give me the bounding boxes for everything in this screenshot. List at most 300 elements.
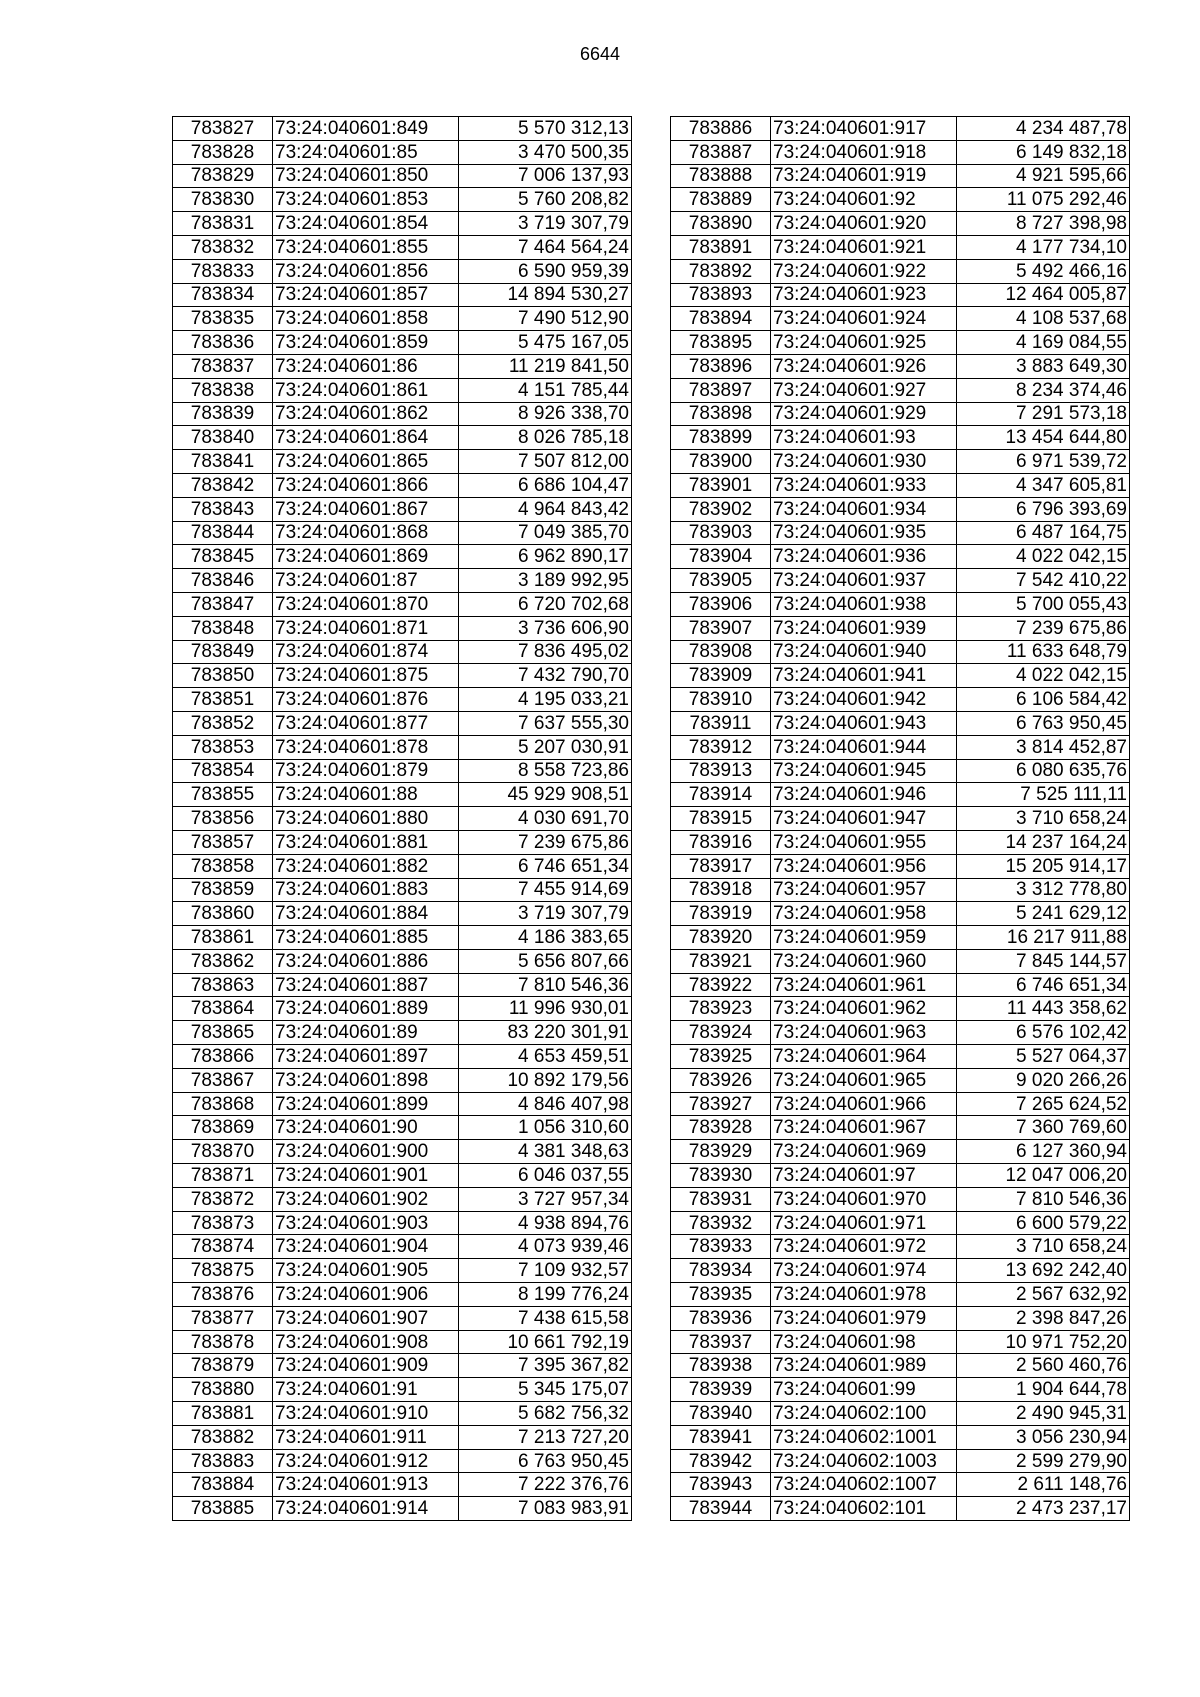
table-row [671,259,1130,283]
cadastral-number-cell: 73:24:040602:1007 [771,1473,957,1497]
cadastral-number-cell: 73:24:040601:882 [273,854,459,878]
cadastral-number-cell: 73:24:040601:940 [771,640,957,664]
table-row [173,1425,632,1449]
cadastral-number-cell: 73:24:040601:870 [273,592,459,616]
value-cell: 5 207 030,91 [459,735,632,759]
cadastral-number-cell: 73:24:040601:925 [771,331,957,355]
table-row [173,473,632,497]
record-number-cell: 783920 [671,926,771,950]
value-cell: 2 567 632,92 [957,1283,1130,1307]
record-number-cell: 783892 [671,259,771,283]
record-number-cell: 783897 [671,378,771,402]
cadastral-number-cell: 73:24:040601:856 [273,259,459,283]
cadastral-number-cell: 73:24:040601:877 [273,711,459,735]
table-row [173,1449,632,1473]
value-cell: 11 633 648,79 [957,640,1130,664]
record-number-cell: 783839 [173,402,273,426]
table-row [671,1473,1130,1497]
table-row [173,830,632,854]
table-row [671,783,1130,807]
value-cell: 13 454 644,80 [957,426,1130,450]
value-cell: 7 239 675,86 [459,830,632,854]
record-number-cell: 783853 [173,735,273,759]
cadastral-number-cell: 73:24:040601:957 [771,878,957,902]
cadastral-number-cell: 73:24:040601:865 [273,450,459,474]
value-cell: 11 443 358,62 [957,997,1130,1021]
cadastral-number-cell: 73:24:040601:939 [771,616,957,640]
value-cell: 7 438 615,58 [459,1306,632,1330]
table-row [671,307,1130,331]
record-number-cell: 783927 [671,1092,771,1116]
value-cell: 7 049 385,70 [459,521,632,545]
table-row [173,1164,632,1188]
record-number-cell: 783828 [173,140,273,164]
value-cell: 7 637 555,30 [459,711,632,735]
cadastral-number-cell: 73:24:040601:956 [771,854,957,878]
table-row [173,735,632,759]
table-row [671,1116,1130,1140]
value-cell: 7 455 914,69 [459,878,632,902]
value-cell: 7 109 932,57 [459,1259,632,1283]
table-row [173,1354,632,1378]
value-cell: 1 056 310,60 [459,1116,632,1140]
record-number-cell: 783884 [173,1473,273,1497]
cadastral-number-cell: 73:24:040601:878 [273,735,459,759]
value-cell: 6 746 651,34 [459,854,632,878]
value-cell: 3 719 307,79 [459,902,632,926]
record-number-cell: 783856 [173,807,273,831]
table-row [173,426,632,450]
value-cell: 4 073 939,46 [459,1235,632,1259]
cadastral-number-cell: 73:24:040601:880 [273,807,459,831]
value-cell: 5 241 629,12 [957,902,1130,926]
value-cell: 3 883 649,30 [957,354,1130,378]
table-row [173,1497,632,1521]
value-cell: 7 542 410,22 [957,569,1130,593]
cadastral-number-cell: 73:24:040601:967 [771,1116,957,1140]
table-row [173,1116,632,1140]
record-number-cell: 783862 [173,949,273,973]
cadastral-number-cell: 73:24:040601:922 [771,259,957,283]
table-row [671,1449,1130,1473]
value-cell: 8 558 723,86 [459,759,632,783]
table-row [173,569,632,593]
table-row [671,212,1130,236]
table-row [671,378,1130,402]
value-cell: 11 075 292,46 [957,188,1130,212]
cadastral-number-cell: 73:24:040601:959 [771,926,957,950]
value-cell: 6 149 832,18 [957,140,1130,164]
value-cell: 8 234 374,46 [957,378,1130,402]
record-number-cell: 783936 [671,1306,771,1330]
cadastral-number-cell: 73:24:040601:921 [771,235,957,259]
value-cell: 7 836 495,02 [459,640,632,664]
value-cell: 2 611 148,76 [957,1473,1130,1497]
table-row [671,1235,1130,1259]
value-cell: 7 490 512,90 [459,307,632,331]
value-cell: 7 213 727,20 [459,1425,632,1449]
record-number-cell: 783830 [173,188,273,212]
table-row [671,902,1130,926]
record-number-cell: 783873 [173,1211,273,1235]
record-number-cell: 783935 [671,1283,771,1307]
record-number-cell: 783906 [671,592,771,616]
cadastral-number-cell: 73:24:040601:960 [771,949,957,973]
table-row [671,1187,1130,1211]
cadastral-number-cell: 73:24:040601:98 [771,1330,957,1354]
value-cell: 2 490 945,31 [957,1402,1130,1426]
record-number-cell: 783942 [671,1449,771,1473]
value-cell: 4 234 487,78 [957,117,1130,141]
record-number-cell: 783917 [671,854,771,878]
value-cell: 4 030 691,70 [459,807,632,831]
table-row [671,497,1130,521]
value-cell: 16 217 911,88 [957,926,1130,950]
table-row [671,283,1130,307]
cadastral-number-cell: 73:24:040601:966 [771,1092,957,1116]
cadastral-number-cell: 73:24:040601:920 [771,212,957,236]
record-number-cell: 783865 [173,1021,273,1045]
record-number-cell: 783843 [173,497,273,521]
right-table [670,116,1130,1521]
cadastral-number-cell: 73:24:040601:887 [273,973,459,997]
cadastral-number-cell: 73:24:040601:917 [771,117,957,141]
value-cell: 2 473 237,17 [957,1497,1130,1521]
value-cell: 15 205 914,17 [957,854,1130,878]
cadastral-number-cell: 73:24:040601:869 [273,545,459,569]
cadastral-number-cell: 73:24:040601:904 [273,1235,459,1259]
cadastral-number-cell: 73:24:040601:972 [771,1235,957,1259]
table-row [173,354,632,378]
value-cell: 5 570 312,13 [459,117,632,141]
table-row [173,521,632,545]
record-number-cell: 783910 [671,688,771,712]
value-cell: 11 996 930,01 [459,997,632,1021]
cadastral-number-cell: 73:24:040601:862 [273,402,459,426]
record-number-cell: 783891 [671,235,771,259]
table-row [671,426,1130,450]
value-cell: 6 971 539,72 [957,450,1130,474]
record-number-cell: 783838 [173,378,273,402]
cadastral-number-cell: 73:24:040601:974 [771,1259,957,1283]
value-cell: 3 814 452,87 [957,735,1130,759]
table-row [173,188,632,212]
cadastral-number-cell: 73:24:040601:864 [273,426,459,450]
record-number-cell: 783902 [671,497,771,521]
record-number-cell: 783859 [173,878,273,902]
cadastral-number-cell: 73:24:040601:961 [771,973,957,997]
cadastral-number-cell: 73:24:040601:913 [273,1473,459,1497]
table-row [173,1283,632,1307]
value-cell: 4 347 605,81 [957,473,1130,497]
value-cell: 6 590 959,39 [459,259,632,283]
cadastral-number-cell: 73:24:040601:911 [273,1425,459,1449]
table-row [173,402,632,426]
record-number-cell: 783867 [173,1068,273,1092]
record-number-cell: 783923 [671,997,771,1021]
value-cell: 5 527 064,37 [957,1045,1130,1069]
table-row [173,592,632,616]
value-cell: 6 127 360,94 [957,1140,1130,1164]
table-row [173,283,632,307]
value-cell: 6 720 702,68 [459,592,632,616]
cadastral-number-cell: 73:24:040601:871 [273,616,459,640]
record-number-cell: 783918 [671,878,771,902]
cadastral-number-cell: 73:24:040601:902 [273,1187,459,1211]
record-number-cell: 783860 [173,902,273,926]
cadastral-number-cell: 73:24:040601:849 [273,117,459,141]
cadastral-number-cell: 73:24:040601:947 [771,807,957,831]
cadastral-number-cell: 73:24:040601:883 [273,878,459,902]
cadastral-number-cell: 73:24:040601:941 [771,664,957,688]
cadastral-number-cell: 73:24:040601:889 [273,997,459,1021]
table-row [173,759,632,783]
table-row [173,1068,632,1092]
cadastral-number-cell: 73:24:040601:886 [273,949,459,973]
table-row [173,1259,632,1283]
value-cell: 3 710 658,24 [957,807,1130,831]
record-number-cell: 783930 [671,1164,771,1188]
value-cell: 3 312 778,80 [957,878,1130,902]
value-cell: 7 395 367,82 [459,1354,632,1378]
cadastral-number-cell: 73:24:040601:899 [273,1092,459,1116]
record-number-cell: 783842 [173,473,273,497]
cadastral-number-cell: 73:24:040602:1001 [771,1425,957,1449]
cadastral-number-cell: 73:24:040601:850 [273,164,459,188]
record-number-cell: 783907 [671,616,771,640]
value-cell: 5 475 167,05 [459,331,632,355]
table-row [173,164,632,188]
record-number-cell: 783847 [173,592,273,616]
record-number-cell: 783939 [671,1378,771,1402]
table-row [173,1378,632,1402]
cadastral-number-cell: 73:24:040601:962 [771,997,957,1021]
table-row [671,1164,1130,1188]
value-cell: 2 599 279,90 [957,1449,1130,1473]
table-row [173,378,632,402]
table-row [671,164,1130,188]
value-cell: 10 892 179,56 [459,1068,632,1092]
table-row [173,1021,632,1045]
value-cell: 9 020 266,26 [957,1068,1130,1092]
record-number-cell: 783937 [671,1330,771,1354]
value-cell: 4 921 595,66 [957,164,1130,188]
value-cell: 6 046 037,55 [459,1164,632,1188]
table-row [671,973,1130,997]
cadastral-number-cell: 73:24:040601:937 [771,569,957,593]
record-number-cell: 783881 [173,1402,273,1426]
table-row [671,331,1130,355]
record-number-cell: 783858 [173,854,273,878]
table-row [671,926,1130,950]
record-number-cell: 783895 [671,331,771,355]
table-row [173,1402,632,1426]
record-number-cell: 783943 [671,1473,771,1497]
cadastral-number-cell: 73:24:040601:943 [771,711,957,735]
value-cell: 4 186 383,65 [459,926,632,950]
value-cell: 4 195 033,21 [459,688,632,712]
table-row [671,1068,1130,1092]
value-cell: 13 692 242,40 [957,1259,1130,1283]
value-cell: 2 398 847,26 [957,1306,1130,1330]
record-number-cell: 783911 [671,711,771,735]
value-cell: 4 177 734,10 [957,235,1130,259]
record-number-cell: 783928 [671,1116,771,1140]
cadastral-number-cell: 73:24:040601:900 [273,1140,459,1164]
cadastral-number-cell: 73:24:040601:901 [273,1164,459,1188]
cadastral-number-cell: 73:24:040601:936 [771,545,957,569]
value-cell: 12 047 006,20 [957,1164,1130,1188]
record-number-cell: 783851 [173,688,273,712]
value-cell: 3 736 606,90 [459,616,632,640]
table-row [671,1045,1130,1069]
record-number-cell: 783889 [671,188,771,212]
table-row [173,878,632,902]
value-cell: 10 971 752,20 [957,1330,1130,1354]
record-number-cell: 783924 [671,1021,771,1045]
cadastral-number-cell: 73:24:040601:933 [771,473,957,497]
value-cell: 3 189 992,95 [459,569,632,593]
cadastral-number-cell: 73:24:040601:91 [273,1378,459,1402]
cadastral-number-cell: 73:24:040601:903 [273,1211,459,1235]
value-cell: 8 199 776,24 [459,1283,632,1307]
value-cell: 5 345 175,07 [459,1378,632,1402]
record-number-cell: 783836 [173,331,273,355]
value-cell: 4 846 407,98 [459,1092,632,1116]
record-number-cell: 783904 [671,545,771,569]
table-row [671,1259,1130,1283]
cadastral-number-cell: 73:24:040602:101 [771,1497,957,1521]
value-cell: 7 432 790,70 [459,664,632,688]
cadastral-number-cell: 73:24:040601:89 [273,1021,459,1045]
cadastral-number-cell: 73:24:040601:858 [273,307,459,331]
table-row [173,1140,632,1164]
cadastral-number-cell: 73:24:040601:958 [771,902,957,926]
cadastral-number-cell: 73:24:040602:1003 [771,1449,957,1473]
cadastral-number-cell: 73:24:040601:927 [771,378,957,402]
value-cell: 7 464 564,24 [459,235,632,259]
table-row [173,545,632,569]
cadastral-number-cell: 73:24:040601:867 [273,497,459,521]
table-row [173,117,632,141]
record-number-cell: 783887 [671,140,771,164]
record-number-cell: 783840 [173,426,273,450]
record-number-cell: 783882 [173,1425,273,1449]
table-row [671,997,1130,1021]
table-row [173,1187,632,1211]
table-row [173,1306,632,1330]
table-row [173,1211,632,1235]
cadastral-number-cell: 73:24:040601:944 [771,735,957,759]
cadastral-number-cell: 73:24:040601:854 [273,212,459,236]
record-number-cell: 783871 [173,1164,273,1188]
table-row [671,450,1130,474]
page-number: 6644 [579,44,621,64]
record-number-cell: 783854 [173,759,273,783]
record-number-cell: 783938 [671,1354,771,1378]
value-cell: 4 653 459,51 [459,1045,632,1069]
cadastral-number-cell: 73:24:040601:855 [273,235,459,259]
record-number-cell: 783841 [173,450,273,474]
record-number-cell: 783925 [671,1045,771,1069]
record-number-cell: 783864 [173,997,273,1021]
record-number-cell: 783890 [671,212,771,236]
table-row [671,1092,1130,1116]
record-number-cell: 783905 [671,569,771,593]
record-number-cell: 783850 [173,664,273,688]
cadastral-number-cell: 73:24:040601:853 [273,188,459,212]
record-number-cell: 783931 [671,1187,771,1211]
value-cell: 5 682 756,32 [459,1402,632,1426]
value-cell: 4 108 537,68 [957,307,1130,331]
record-number-cell: 783846 [173,569,273,593]
record-number-cell: 783845 [173,545,273,569]
record-number-cell: 783849 [173,640,273,664]
table-row [671,640,1130,664]
table-row [671,735,1130,759]
cadastral-number-cell: 73:24:040601:85 [273,140,459,164]
value-cell: 7 006 137,93 [459,164,632,188]
record-number-cell: 783921 [671,949,771,973]
table-row [173,497,632,521]
value-cell: 6 080 635,76 [957,759,1130,783]
cadastral-number-cell: 73:24:040601:906 [273,1283,459,1307]
table-row [173,1092,632,1116]
value-cell: 7 265 624,52 [957,1092,1130,1116]
value-cell: 6 796 393,69 [957,497,1130,521]
record-number-cell: 783899 [671,426,771,450]
table-row [671,807,1130,831]
cadastral-number-cell: 73:24:040601:923 [771,283,957,307]
cadastral-number-cell: 73:24:040601:905 [273,1259,459,1283]
record-number-cell: 783932 [671,1211,771,1235]
cadastral-number-cell: 73:24:040601:857 [273,283,459,307]
record-number-cell: 783909 [671,664,771,688]
table-row [173,926,632,950]
record-number-cell: 783940 [671,1402,771,1426]
table-row [671,1354,1130,1378]
record-number-cell: 783922 [671,973,771,997]
table-row [173,1235,632,1259]
record-number-cell: 783855 [173,783,273,807]
table-row [173,997,632,1021]
table-row [671,1211,1130,1235]
record-number-cell: 783872 [173,1187,273,1211]
record-number-cell: 783879 [173,1354,273,1378]
record-number-cell: 783912 [671,735,771,759]
table-row [671,235,1130,259]
table-row [671,759,1130,783]
cadastral-number-cell: 73:24:040601:989 [771,1354,957,1378]
table-row [173,807,632,831]
cadastral-number-cell: 73:24:040601:946 [771,783,957,807]
table-row [173,711,632,735]
value-cell: 7 360 769,60 [957,1116,1130,1140]
record-number-cell: 783834 [173,283,273,307]
value-cell: 7 507 812,00 [459,450,632,474]
left-table [172,116,632,1521]
record-number-cell: 783941 [671,1425,771,1449]
table-row [671,688,1130,712]
value-cell: 6 746 651,34 [957,973,1130,997]
cadastral-number-cell: 73:24:040601:898 [273,1068,459,1092]
record-number-cell: 783827 [173,117,273,141]
value-cell: 83 220 301,91 [459,1021,632,1045]
record-number-cell: 783896 [671,354,771,378]
record-number-cell: 783861 [173,926,273,950]
value-cell: 14 237 164,24 [957,830,1130,854]
table-row [671,878,1130,902]
